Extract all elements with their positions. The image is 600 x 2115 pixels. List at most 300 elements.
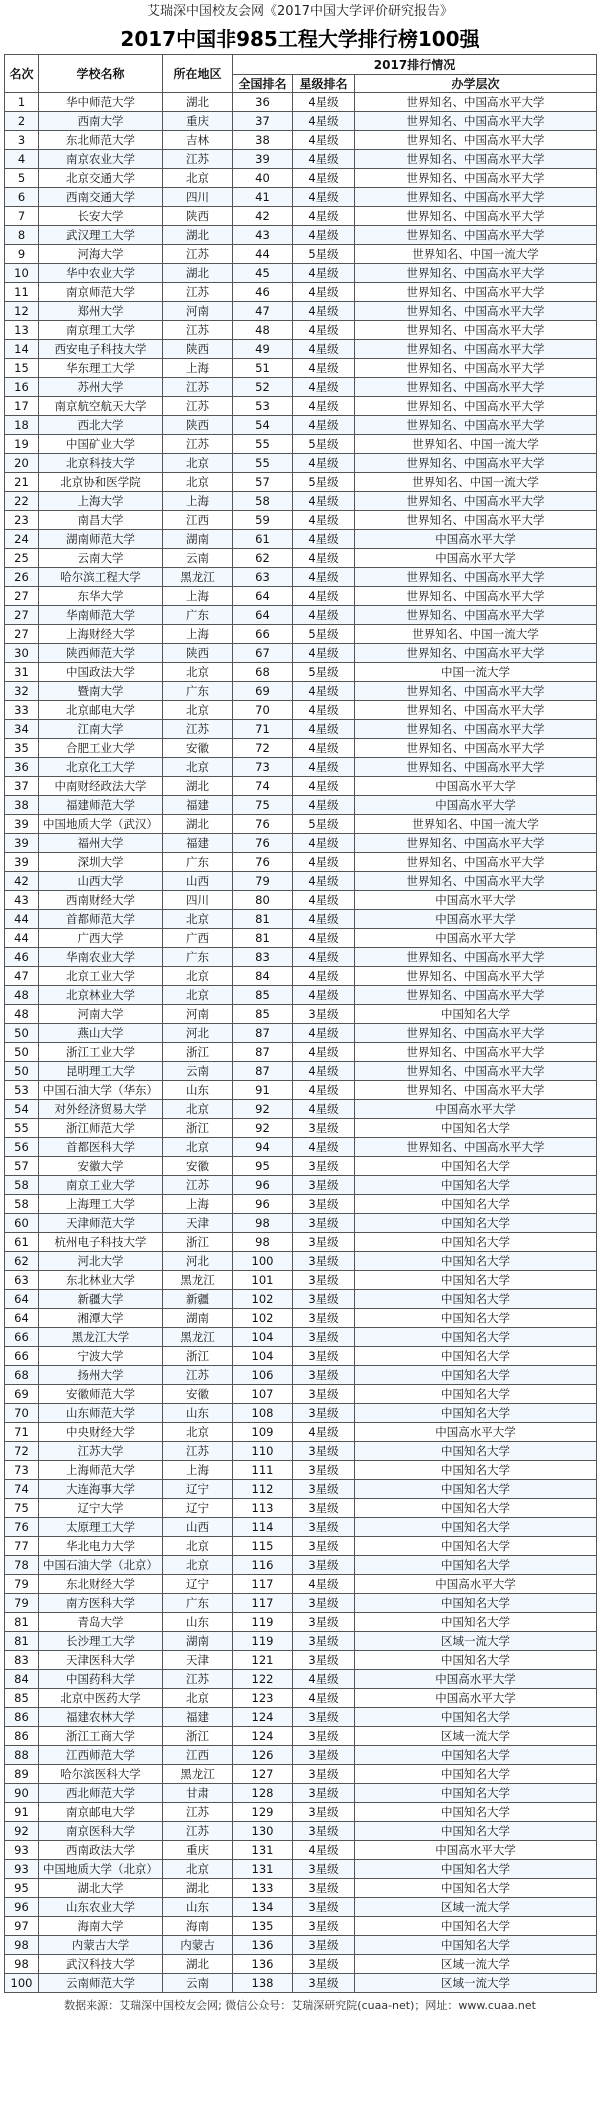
star-cell: 4星级 [293,834,355,853]
table-row [5,796,597,815]
star-cell: 3星级 [293,1822,355,1841]
star-cell: 5星级 [293,625,355,644]
rank-cell: 64 [5,1290,39,1309]
level-cell: 中国高水平大学 [355,796,597,815]
table-row [5,454,597,473]
region-cell: 江苏 [163,1442,233,1461]
table-row [5,663,597,682]
national-rank-cell: 133 [233,1879,293,1898]
star-cell: 3星级 [293,1499,355,1518]
rank-cell: 61 [5,1233,39,1252]
rank-cell: 62 [5,1252,39,1271]
national-rank-cell: 45 [233,264,293,283]
star-cell: 4星级 [293,986,355,1005]
school-name-cell: 西北大学 [39,416,163,435]
star-cell: 3星级 [293,1309,355,1328]
rank-cell: 73 [5,1461,39,1480]
region-cell: 陕西 [163,416,233,435]
level-cell: 世界知名、中国高水平大学 [355,321,597,340]
region-cell: 吉林 [163,131,233,150]
star-cell: 4星级 [293,1024,355,1043]
table-row [5,815,597,834]
school-name-cell: 中国石油大学（北京） [39,1556,163,1575]
rank-cell: 64 [5,1309,39,1328]
table-row [5,948,597,967]
rank-cell: 91 [5,1803,39,1822]
national-rank-cell: 98 [233,1214,293,1233]
school-name-cell: 宁波大学 [39,1347,163,1366]
national-rank-cell: 61 [233,530,293,549]
region-cell: 浙江 [163,1233,233,1252]
school-name-cell: 合肥工业大学 [39,739,163,758]
region-cell: 黑龙江 [163,1271,233,1290]
star-cell: 4星级 [293,188,355,207]
national-rank-cell: 46 [233,283,293,302]
level-cell: 中国高水平大学 [355,1689,597,1708]
star-cell: 4星级 [293,1689,355,1708]
national-rank-cell: 47 [233,302,293,321]
star-cell: 4星级 [293,283,355,302]
rank-cell: 86 [5,1727,39,1746]
level-cell: 世界知名、中国高水平大学 [355,1081,597,1100]
star-cell: 3星级 [293,1784,355,1803]
level-cell: 世界知名、中国高水平大学 [355,340,597,359]
rank-cell: 79 [5,1575,39,1594]
level-cell: 世界知名、中国高水平大学 [355,967,597,986]
rank-cell: 70 [5,1404,39,1423]
level-cell: 中国一流大学 [355,663,597,682]
rank-cell: 25 [5,549,39,568]
rank-cell: 37 [5,777,39,796]
national-rank-cell: 85 [233,1005,293,1024]
star-cell: 4星级 [293,891,355,910]
region-cell: 广东 [163,948,233,967]
rank-cell: 16 [5,378,39,397]
region-cell: 四川 [163,188,233,207]
school-name-cell: 天津医科大学 [39,1651,163,1670]
school-name-cell: 湖北大学 [39,1879,163,1898]
school-name-cell: 青岛大学 [39,1613,163,1632]
table-row [5,606,597,625]
national-rank-cell: 102 [233,1290,293,1309]
region-cell: 天津 [163,1214,233,1233]
level-cell: 世界知名、中国一流大学 [355,435,597,454]
national-rank-cell: 119 [233,1613,293,1632]
level-cell: 世界知名、中国高水平大学 [355,112,597,131]
star-cell: 4星级 [293,853,355,872]
national-rank-cell: 84 [233,967,293,986]
school-name-cell: 上海财经大学 [39,625,163,644]
region-cell: 北京 [163,910,233,929]
table-row [5,1917,597,1936]
school-name-cell: 首都师范大学 [39,910,163,929]
star-cell: 4星级 [293,321,355,340]
rank-cell: 11 [5,283,39,302]
national-rank-cell: 80 [233,891,293,910]
school-name-cell: 西南财经大学 [39,891,163,910]
national-rank-cell: 117 [233,1575,293,1594]
national-rank-cell: 92 [233,1100,293,1119]
table-row [5,625,597,644]
level-cell: 中国知名大学 [355,1936,597,1955]
star-cell: 3星级 [293,1556,355,1575]
level-cell: 中国高水平大学 [355,1575,597,1594]
national-rank-cell: 126 [233,1746,293,1765]
school-name-cell: 东北林业大学 [39,1271,163,1290]
rank-cell: 9 [5,245,39,264]
region-cell: 山西 [163,1518,233,1537]
table-row [5,1746,597,1765]
school-name-cell: 昆明理工大学 [39,1062,163,1081]
level-cell: 世界知名、中国高水平大学 [355,150,597,169]
table-row [5,1328,597,1347]
level-cell: 中国知名大学 [355,1784,597,1803]
rank-cell: 39 [5,834,39,853]
school-name-cell: 西北师范大学 [39,1784,163,1803]
level-cell: 世界知名、中国高水平大学 [355,378,597,397]
star-cell: 3星级 [293,1005,355,1024]
level-cell: 世界知名、中国一流大学 [355,815,597,834]
national-rank-cell: 119 [233,1632,293,1651]
level-cell: 世界知名、中国高水平大学 [355,986,597,1005]
table-row [5,1727,597,1746]
table-row [5,1385,597,1404]
region-cell: 辽宁 [163,1499,233,1518]
star-cell: 4星级 [293,169,355,188]
region-cell: 湖北 [163,1879,233,1898]
rank-cell: 20 [5,454,39,473]
level-cell: 世界知名、中国高水平大学 [355,93,597,112]
national-rank-cell: 48 [233,321,293,340]
school-name-cell: 云南大学 [39,549,163,568]
rank-cell: 92 [5,1822,39,1841]
star-cell: 4星级 [293,150,355,169]
table-row [5,416,597,435]
table-row [5,739,597,758]
national-rank-cell: 109 [233,1423,293,1442]
level-cell: 世界知名、中国高水平大学 [355,1138,597,1157]
national-rank-cell: 87 [233,1062,293,1081]
level-cell: 中国知名大学 [355,1404,597,1423]
table-row [5,169,597,188]
region-cell: 江苏 [163,1176,233,1195]
region-cell: 陕西 [163,644,233,663]
national-rank-cell: 121 [233,1651,293,1670]
school-name-cell: 西安电子科技大学 [39,340,163,359]
region-cell: 江苏 [163,1803,233,1822]
national-rank-cell: 54 [233,416,293,435]
school-name-cell: 深圳大学 [39,853,163,872]
star-cell: 4星级 [293,359,355,378]
national-rank-cell: 63 [233,568,293,587]
table-row [5,549,597,568]
rank-cell: 14 [5,340,39,359]
national-rank-cell: 79 [233,872,293,891]
national-rank-cell: 136 [233,1936,293,1955]
level-cell: 世界知名、中国高水平大学 [355,264,597,283]
region-cell: 黑龙江 [163,1328,233,1347]
region-cell: 湖南 [163,1632,233,1651]
national-rank-cell: 123 [233,1689,293,1708]
national-rank-cell: 87 [233,1043,293,1062]
star-cell: 3星级 [293,1537,355,1556]
star-cell: 3星级 [293,1974,355,1993]
star-cell: 4星级 [293,606,355,625]
table-row [5,359,597,378]
star-cell: 3星级 [293,1803,355,1822]
rank-cell: 58 [5,1176,39,1195]
national-rank-cell: 44 [233,245,293,264]
national-rank-cell: 130 [233,1822,293,1841]
table-row [5,872,597,891]
level-cell: 中国知名大学 [355,1518,597,1537]
region-cell: 北京 [163,454,233,473]
rank-cell: 74 [5,1480,39,1499]
region-cell: 江苏 [163,378,233,397]
region-cell: 重庆 [163,112,233,131]
table-row [5,397,597,416]
region-cell: 河北 [163,1252,233,1271]
school-name-cell: 湘潭大学 [39,1309,163,1328]
region-cell: 山西 [163,872,233,891]
school-name-cell: 北京化工大学 [39,758,163,777]
level-cell: 中国知名大学 [355,1309,597,1328]
table-row [5,1518,597,1537]
rank-cell: 50 [5,1043,39,1062]
star-cell: 5星级 [293,473,355,492]
region-cell: 山东 [163,1404,233,1423]
national-rank-cell: 62 [233,549,293,568]
national-rank-cell: 96 [233,1195,293,1214]
star-cell: 4星级 [293,1841,355,1860]
region-cell: 云南 [163,1974,233,1993]
star-cell: 3星级 [293,1157,355,1176]
table-row [5,112,597,131]
school-name-cell: 北京林业大学 [39,986,163,1005]
region-cell: 安徽 [163,1157,233,1176]
data-source-footer: 数据来源：艾瑞深中国校友会网; 微信公众号：艾瑞深研究院(cuaa-net)；网址：www.cuaa.net [64,1999,536,2012]
star-cell: 4星级 [293,207,355,226]
star-cell: 3星级 [293,1328,355,1347]
region-cell: 江苏 [163,1670,233,1689]
level-cell: 中国知名大学 [355,1290,597,1309]
star-cell: 5星级 [293,435,355,454]
national-rank-cell: 127 [233,1765,293,1784]
national-rank-cell: 83 [233,948,293,967]
table-row [5,1423,597,1442]
rank-cell: 12 [5,302,39,321]
region-cell: 江西 [163,1746,233,1765]
region-cell: 湖北 [163,777,233,796]
star-cell: 4星级 [293,226,355,245]
rank-cell: 27 [5,606,39,625]
school-name-cell: 山东农业大学 [39,1898,163,1917]
school-name-cell: 山东师范大学 [39,1404,163,1423]
level-cell: 世界知名、中国高水平大学 [355,606,597,625]
school-name-cell: 华中农业大学 [39,264,163,283]
level-cell: 中国高水平大学 [355,777,597,796]
region-cell: 上海 [163,1461,233,1480]
table-row [5,777,597,796]
table-row [5,1347,597,1366]
star-cell: 3星级 [293,1176,355,1195]
star-cell: 4星级 [293,948,355,967]
region-cell: 北京 [163,1537,233,1556]
region-cell: 北京 [163,1689,233,1708]
level-cell: 世界知名、中国高水平大学 [355,492,597,511]
school-name-cell: 南方医科大学 [39,1594,163,1613]
table-row [5,1461,597,1480]
school-name-cell: 中国地质大学（北京） [39,1860,163,1879]
star-cell: 4星级 [293,549,355,568]
region-cell: 广东 [163,682,233,701]
school-name-cell: 华北电力大学 [39,1537,163,1556]
rank-cell: 81 [5,1613,39,1632]
rank-cell: 43 [5,891,39,910]
star-cell: 4星级 [293,1043,355,1062]
region-cell: 甘肃 [163,1784,233,1803]
level-cell: 世界知名、中国高水平大学 [355,720,597,739]
level-cell: 世界知名、中国高水平大学 [355,758,597,777]
level-cell: 中国知名大学 [355,1271,597,1290]
table-row [5,150,597,169]
national-rank-cell: 73 [233,758,293,777]
region-cell: 广东 [163,606,233,625]
national-rank-cell: 104 [233,1347,293,1366]
region-cell: 浙江 [163,1119,233,1138]
rank-cell: 46 [5,948,39,967]
region-cell: 安徽 [163,1385,233,1404]
col-header-group: 2017排行情况 [233,55,597,75]
school-name-cell: 暨南大学 [39,682,163,701]
national-rank-cell: 106 [233,1366,293,1385]
star-cell: 3星级 [293,1480,355,1499]
table-row [5,1803,597,1822]
level-cell: 中国知名大学 [355,1917,597,1936]
star-cell: 3星级 [293,1461,355,1480]
table-row [5,1195,597,1214]
school-name-cell: 西南交通大学 [39,188,163,207]
region-cell: 北京 [163,473,233,492]
star-cell: 3星级 [293,1936,355,1955]
rank-cell: 54 [5,1100,39,1119]
national-rank-cell: 101 [233,1271,293,1290]
school-name-cell: 苏州大学 [39,378,163,397]
star-cell: 3星级 [293,1119,355,1138]
level-cell: 中国知名大学 [355,1708,597,1727]
star-cell: 4星级 [293,777,355,796]
rank-cell: 60 [5,1214,39,1233]
table-row [5,530,597,549]
level-cell: 世界知名、中国一流大学 [355,245,597,264]
star-cell: 3星级 [293,1613,355,1632]
table-row [5,1214,597,1233]
level-cell: 世界知名、中国高水平大学 [355,568,597,587]
star-cell: 3星级 [293,1347,355,1366]
table-row [5,511,597,530]
rank-cell: 22 [5,492,39,511]
national-rank-cell: 117 [233,1594,293,1613]
region-cell: 上海 [163,1195,233,1214]
table-row [5,1708,597,1727]
level-cell: 中国高水平大学 [355,1100,597,1119]
table-row [5,1100,597,1119]
rank-cell: 77 [5,1537,39,1556]
rank-cell: 18 [5,416,39,435]
rank-cell: 5 [5,169,39,188]
star-cell: 3星级 [293,1917,355,1936]
national-rank-cell: 92 [233,1119,293,1138]
rank-cell: 69 [5,1385,39,1404]
table-row [5,264,597,283]
level-cell: 中国知名大学 [355,1879,597,1898]
table-row [5,283,597,302]
school-name-cell: 南京工业大学 [39,1176,163,1195]
region-cell: 北京 [163,1138,233,1157]
region-cell: 福建 [163,796,233,815]
school-name-cell: 郑州大学 [39,302,163,321]
rank-cell: 33 [5,701,39,720]
national-rank-cell: 110 [233,1442,293,1461]
school-name-cell: 浙江工业大学 [39,1043,163,1062]
star-cell: 4星级 [293,302,355,321]
national-rank-cell: 57 [233,473,293,492]
table-row [5,587,597,606]
level-cell: 中国高水平大学 [355,1423,597,1442]
table-row [5,207,597,226]
level-cell: 中国知名大学 [355,1442,597,1461]
star-cell: 3星级 [293,1879,355,1898]
national-rank-cell: 76 [233,834,293,853]
region-cell: 江苏 [163,1366,233,1385]
rank-cell: 76 [5,1518,39,1537]
school-name-cell: 黑龙江大学 [39,1328,163,1347]
region-cell: 上海 [163,587,233,606]
level-cell: 中国知名大学 [355,1195,597,1214]
region-cell: 山东 [163,1613,233,1632]
rank-cell: 26 [5,568,39,587]
rank-cell: 88 [5,1746,39,1765]
rank-cell: 15 [5,359,39,378]
level-cell: 中国知名大学 [355,1176,597,1195]
school-name-cell: 上海师范大学 [39,1461,163,1480]
table-row [5,1119,597,1138]
level-cell: 区域一流大学 [355,1727,597,1746]
table-body [5,93,597,1993]
rank-cell: 53 [5,1081,39,1100]
region-cell: 湖北 [163,1955,233,1974]
star-cell: 4星级 [293,131,355,150]
national-rank-cell: 135 [233,1917,293,1936]
star-cell: 4星级 [293,340,355,359]
school-name-cell: 北京邮电大学 [39,701,163,720]
rank-cell: 63 [5,1271,39,1290]
star-cell: 3星级 [293,1366,355,1385]
school-name-cell: 上海大学 [39,492,163,511]
region-cell: 江苏 [163,397,233,416]
school-name-cell: 中南财经政法大学 [39,777,163,796]
school-name-cell: 浙江师范大学 [39,1119,163,1138]
table-row [5,1974,597,1993]
region-cell: 浙江 [163,1727,233,1746]
star-cell: 3星级 [293,1442,355,1461]
table-row [5,1765,597,1784]
level-cell: 世界知名、中国高水平大学 [355,1043,597,1062]
region-cell: 北京 [163,663,233,682]
school-name-cell: 华东理工大学 [39,359,163,378]
rank-cell: 50 [5,1024,39,1043]
star-cell: 3星级 [293,1632,355,1651]
